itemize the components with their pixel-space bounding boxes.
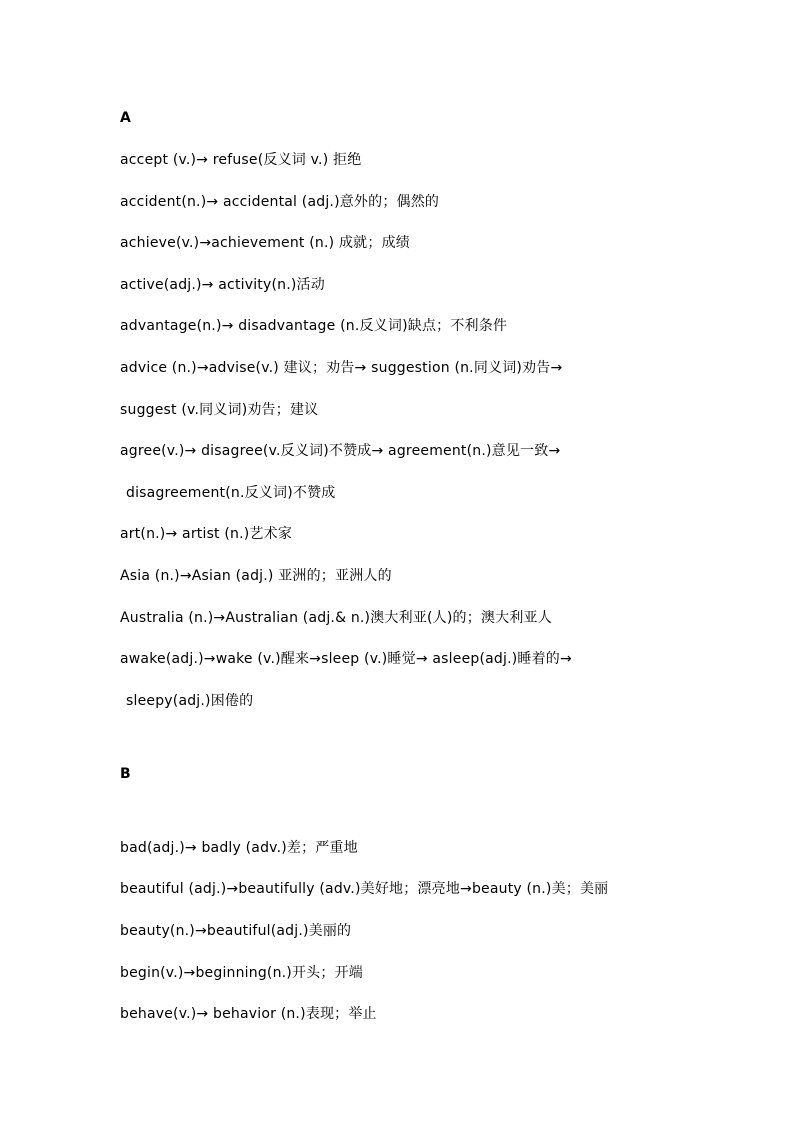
vocab-entry-agree: agree(v.)→ disagree(v.反义词)不赞成→ agreement(n.)意见一致→ [120, 443, 561, 459]
vocab-entry-achieve: achieve(v.)→achievement (n.) 成就；成绩 [120, 235, 410, 251]
vocab-entry-bad: bad(adj.)→ badly (adv.)差；严重地 [120, 840, 358, 856]
vocab-entry-art: art(n.)→ artist (n.)艺术家 [120, 526, 293, 542]
vocab-entry-advantage: advantage(n.)→ disadvantage (n.反义词)缺点；不利条件 [120, 318, 508, 334]
vocab-entry-asia: Asia (n.)→Asian (adj.) 亚洲的；亚洲人的 [120, 568, 392, 584]
vocab-entry-disagreement: disagreement(n.反义词)不赞成 [126, 485, 336, 501]
vocab-entry-beautiful: beautiful (adj.)→beautifully (adv.)美好地；漂亮地→beauty (n.)美；美丽 [120, 881, 609, 897]
vocab-entry-sleepy: sleepy(adj.)困倦的 [126, 693, 254, 709]
vocab-entry-accept: accept (v.)→ refuse(反义词 v.) 拒绝 [120, 152, 362, 168]
vocab-entry-suggest: suggest (v.同义词)劝告；建议 [120, 402, 319, 418]
vocab-entry-begin: begin(v.)→beginning(n.)开头；开端 [120, 965, 363, 981]
vocab-entry-active: active(adj.)→ activity(n.)活动 [120, 277, 325, 293]
vocab-entry-beauty: beauty(n.)→beautiful(adj.)美丽的 [120, 923, 352, 939]
section-heading-b: B [120, 766, 131, 782]
vocab-entry-advice: advice (n.)→advise(v.) 建议；劝告→ suggestion (n.同义词)劝告→ [120, 360, 563, 376]
vocab-entry-awake: awake(adj.)→wake (v.)醒来→sleep (v.)睡觉→ asleep(adj.)睡着的→ [120, 651, 572, 667]
section-heading-a: A [120, 110, 132, 126]
vocab-entry-accident: accident(n.)→ accidental (adj.)意外的；偶然的 [120, 194, 440, 210]
vocab-entry-australia: Australia (n.)→Australian (adj.& n.)澳大利亚(人)的；澳大利亚人 [120, 610, 552, 626]
vocab-entry-behave: behave(v.)→ behavior (n.)表现；举止 [120, 1006, 377, 1022]
